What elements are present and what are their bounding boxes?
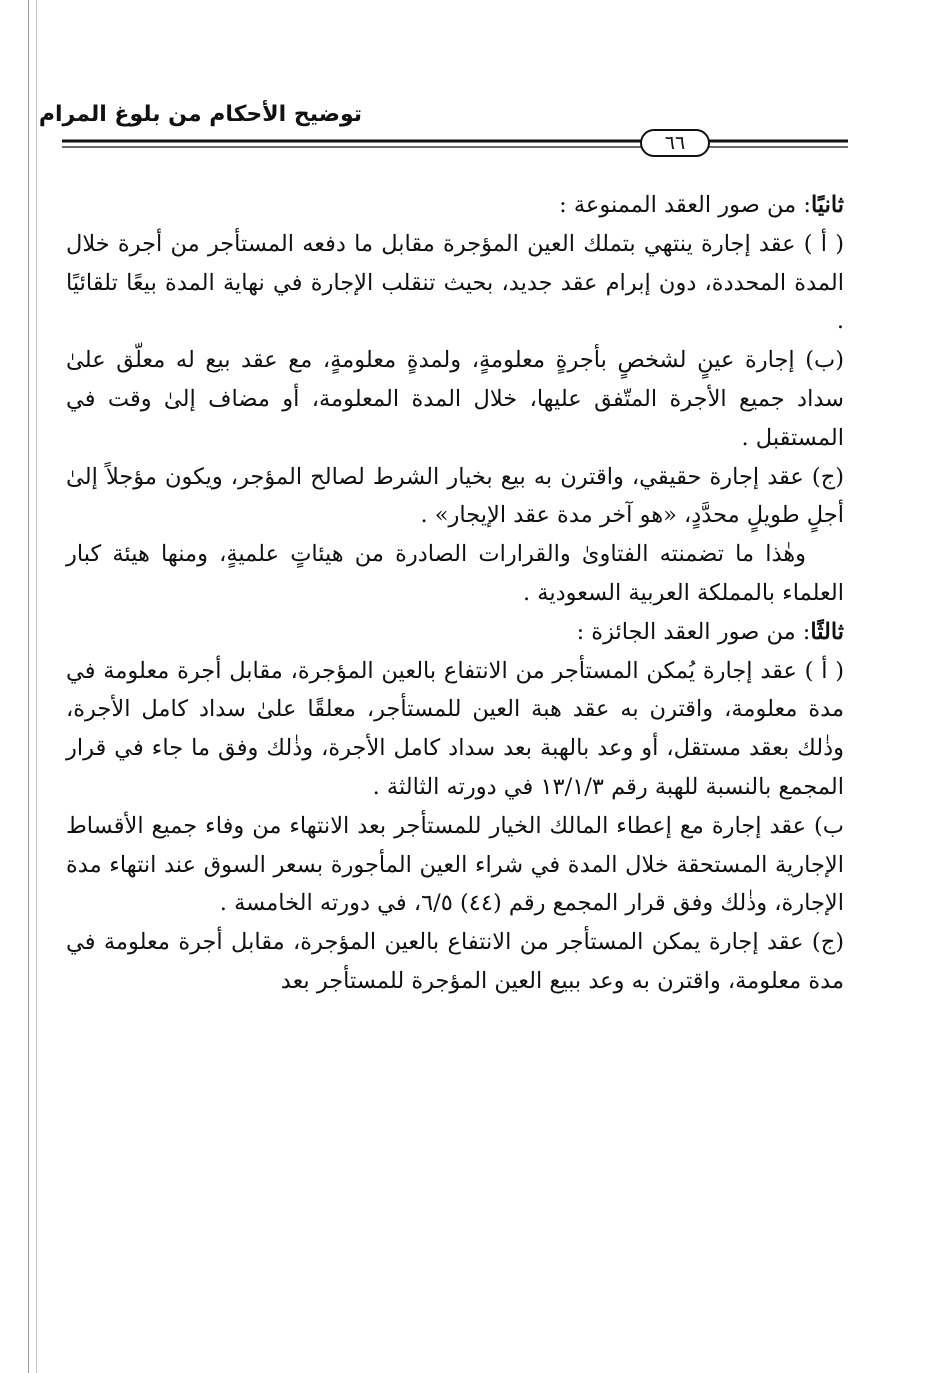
section-label: ثالثًا (810, 618, 844, 645)
header-rule (62, 136, 848, 154)
section-heading-forbidden (66, 186, 844, 225)
page-body (66, 186, 844, 1001)
section-title: : من صور العقد الممنوعة : (559, 192, 811, 218)
section-heading-permitted (66, 613, 844, 652)
paragraph-note: وهٰذا ما تضمنته الفتاوىٰ والقرارات الصادرة من هيئاتٍ علميةٍ، ومنها هيئة كبار العلماء بالمملكة العربية السعودية . (66, 541, 844, 606)
scan-edge-line-inner (36, 0, 37, 1373)
paragraph-forbidden-a: ( أ ) عقد إجارة ينتهي بتملك العين المؤجرة مقابل ما دفعه المستأجر من أجرة خلال المدة المحددة، دون إبرام عقد جديد، بحيث تنقلب الإجارة في نهاية المدة بيعًا تلقائيًا . (66, 230, 844, 335)
page-number: ٦٦ (664, 132, 686, 154)
scan-edge-line (28, 0, 29, 1373)
paragraph-forbidden-b: (ب) إجارة عينٍ لشخصٍ بأجرةٍ معلومةٍ، ولمدةٍ معلومةٍ، مع عقد بيع له معلّق علىٰ سداد جميع الأجرة المتّفق عليها، خلال المدة المعلومة، أو مضاف إلىٰ وقت في المستقبل . (66, 347, 844, 451)
paragraph-permitted-c: (ج) عقد إجارة يمكن المستأجر من الانتفاع بالعين المؤجرة، مقابل أجرة معلومة في مدة معلومة، واقترن به وعد ببيع العين المؤجرة للمستأجر بعد (66, 929, 844, 994)
paragraph-permitted-a: ( أ ) عقد إجارة يُمكن المستأجر من الانتفاع بالعين المؤجرة، مقابل أجرة معلومة في مدة معلومة، واقترن به عقد هبة العين للمستأجر، معلقًا علىٰ سداد كامل الأجرة، وذٰلك بعقد مستقل، أو وعد بالهبة بعد سداد كامل الأجرة، وذٰلك وفق ما جاء في قرار المجمع بالنسبة للهبة رقم ١٣/١/٣ في دورته الثالثة . (66, 657, 844, 800)
paragraph-forbidden-c: (ج) عقد إجارة حقيقي، واقترن به بيع بخيار الشرط لصالح المؤجر، ويكون مؤجلاً إلىٰ أجلٍ طويلٍ محدَّدٍ، «هو آخر مدة عقد الإيجار» . (66, 463, 844, 529)
running-header-title: توضيح الأحكام من بلوغ المرام (38, 102, 362, 127)
header-rule-lines (62, 136, 848, 154)
section-label: ثانيًا (810, 192, 844, 218)
section-title: : من صور العقد الجائزة : (576, 618, 811, 645)
paragraph-permitted-b: ب) عقد إجارة مع إعطاء المالك الخيار للمستأجر بعد الانتهاء من وفاء جميع الأقساط الإجارية المستحقة خلال المدة في شراء العين المأجورة بسعر السوق عند انتهاء مدة الإجارة، وذٰلك وفق قرار المجمع رقم (٤٤) ٦/٥، في دورته الخامسة . (66, 812, 844, 917)
page-number-badge (640, 129, 710, 157)
